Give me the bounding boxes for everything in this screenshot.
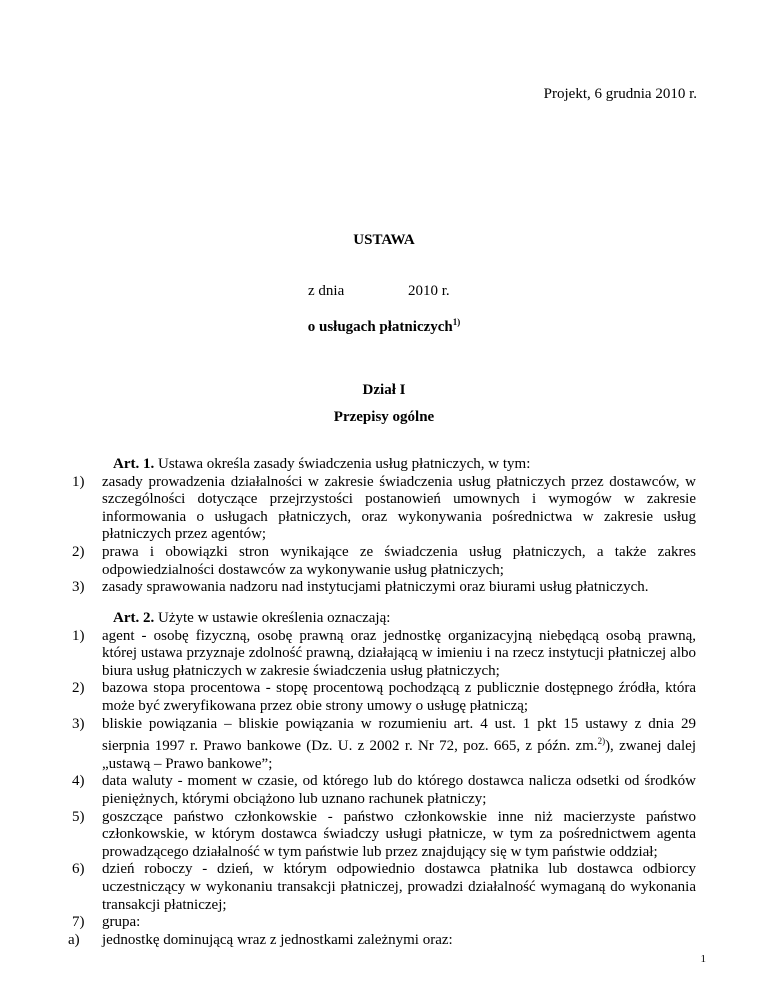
- footnote-ref: 1): [452, 317, 461, 327]
- date-prefix: z dnia: [308, 283, 345, 299]
- article-1-intro: Art. 1. Ustawa określa zasady świadczenia usług płatniczych, w tym:: [113, 456, 531, 472]
- date-year: 2010 r.: [408, 283, 450, 299]
- article-1: [72, 456, 696, 597]
- article-2-item-7-a: a) jednostkę dominującą wraz z jednostkami zależnymi oraz:: [68, 931, 453, 948]
- article-2-item-6: 6) dzień roboczy - dzień, w którym odpowiednio dostawca płatnika lub dostawca odbiorcy uczestniczący w wykonaniu transakcji płatniczej, prowadzi działalność wymaganą do wykonania transakcji płatniczej;: [72, 861, 696, 913]
- project-date: Projekt, 6 grudnia 2010 r.: [543, 86, 697, 102]
- article-2-item-7: 7) grupa:: [72, 914, 141, 931]
- article-1-item-1: 1) zasady prowadzenia działalności w zakresie świadczenia usług płatniczych przez dostawców, w szczególności dotyczące przejrzystości postanowień umownych i wymogów w zakresie informowania o usługach płatniczych, oraz wykonywania pośrednictwa w zakresie usług płatniczych przez agentów;: [72, 473, 696, 543]
- article-2-item-2: 2) bazowa stopa procentowa - stopę procentową pochodzącą z publicznie dostępnego źródła, która może być zweryfikowana przez obie strony umowy o usługę płatniczą;: [72, 680, 696, 714]
- article-2-intro: Art. 2. Użyte w ustawie określenia oznaczają:: [113, 610, 391, 626]
- division-number: Dział I: [362, 382, 406, 398]
- article-1-item-3: 3) zasady sprawowania nadzoru nad instytucjami płatniczymi oraz biurami usług płatniczych.: [72, 579, 649, 596]
- page-number: 1: [700, 953, 706, 965]
- article-1-item-2: 2) prawa i obowiązki stron wynikające ze świadczenia usług płatniczych, a także zakres odpowiedzialności dostawców za wykonywanie usług płatniczych;: [72, 543, 696, 578]
- division-title: Przepisy ogólne: [333, 409, 435, 425]
- act-subject: o usługach płatniczych$^{1)}$: [307, 317, 461, 335]
- act-type: USTAWA: [353, 232, 415, 248]
- article-2-item-3: 3) bliskie powiązania – bliskie powiązania w rozumieniu art. 4 ust. 1 pkt 15 ustawy z dnia 29 sierpnia 1997 r. Prawo bankowe (Dz. U. z 2002 r. Nr 72, poz. 665, z późn. zm.$^{2)}$), zwanej dalej „ustawą – Prawo bankowe”;: [72, 715, 696, 772]
- article-2-item-1: 1) agent - osobę fizyczną, osobę prawną oraz jednostkę organizacyjną niebędącą osobą prawną, której ustawa przyznaje zdolność prawną, działającą w imieniu i na rzecz instytucji płatniczej albo biura usług płatniczych w zakresie świadczenia usług płatniczych;: [72, 627, 696, 679]
- article-2-item-5: 5) goszczące państwo członkowskie - państwo członkowskie inne niż macierzyste państwo członkowskie, w którym dostawca świadczy usługi płatnicze, w tym za pośrednictwem agenta prowadzącego działalność w tym państwie lub przez znajdujący się w tym państwie oddział;: [72, 808, 696, 860]
- article-2: [68, 610, 696, 949]
- article-1-label: Art. 1.: [113, 456, 155, 472]
- article-2-item-4: 4) data waluty - moment w czasie, od którego lub do którego dostawca nalicza odsetki od środków pieniężnych, którymi obciążono lub uznano rachunek płatniczy;: [72, 773, 696, 807]
- article-2-label: Art. 2.: [113, 610, 155, 626]
